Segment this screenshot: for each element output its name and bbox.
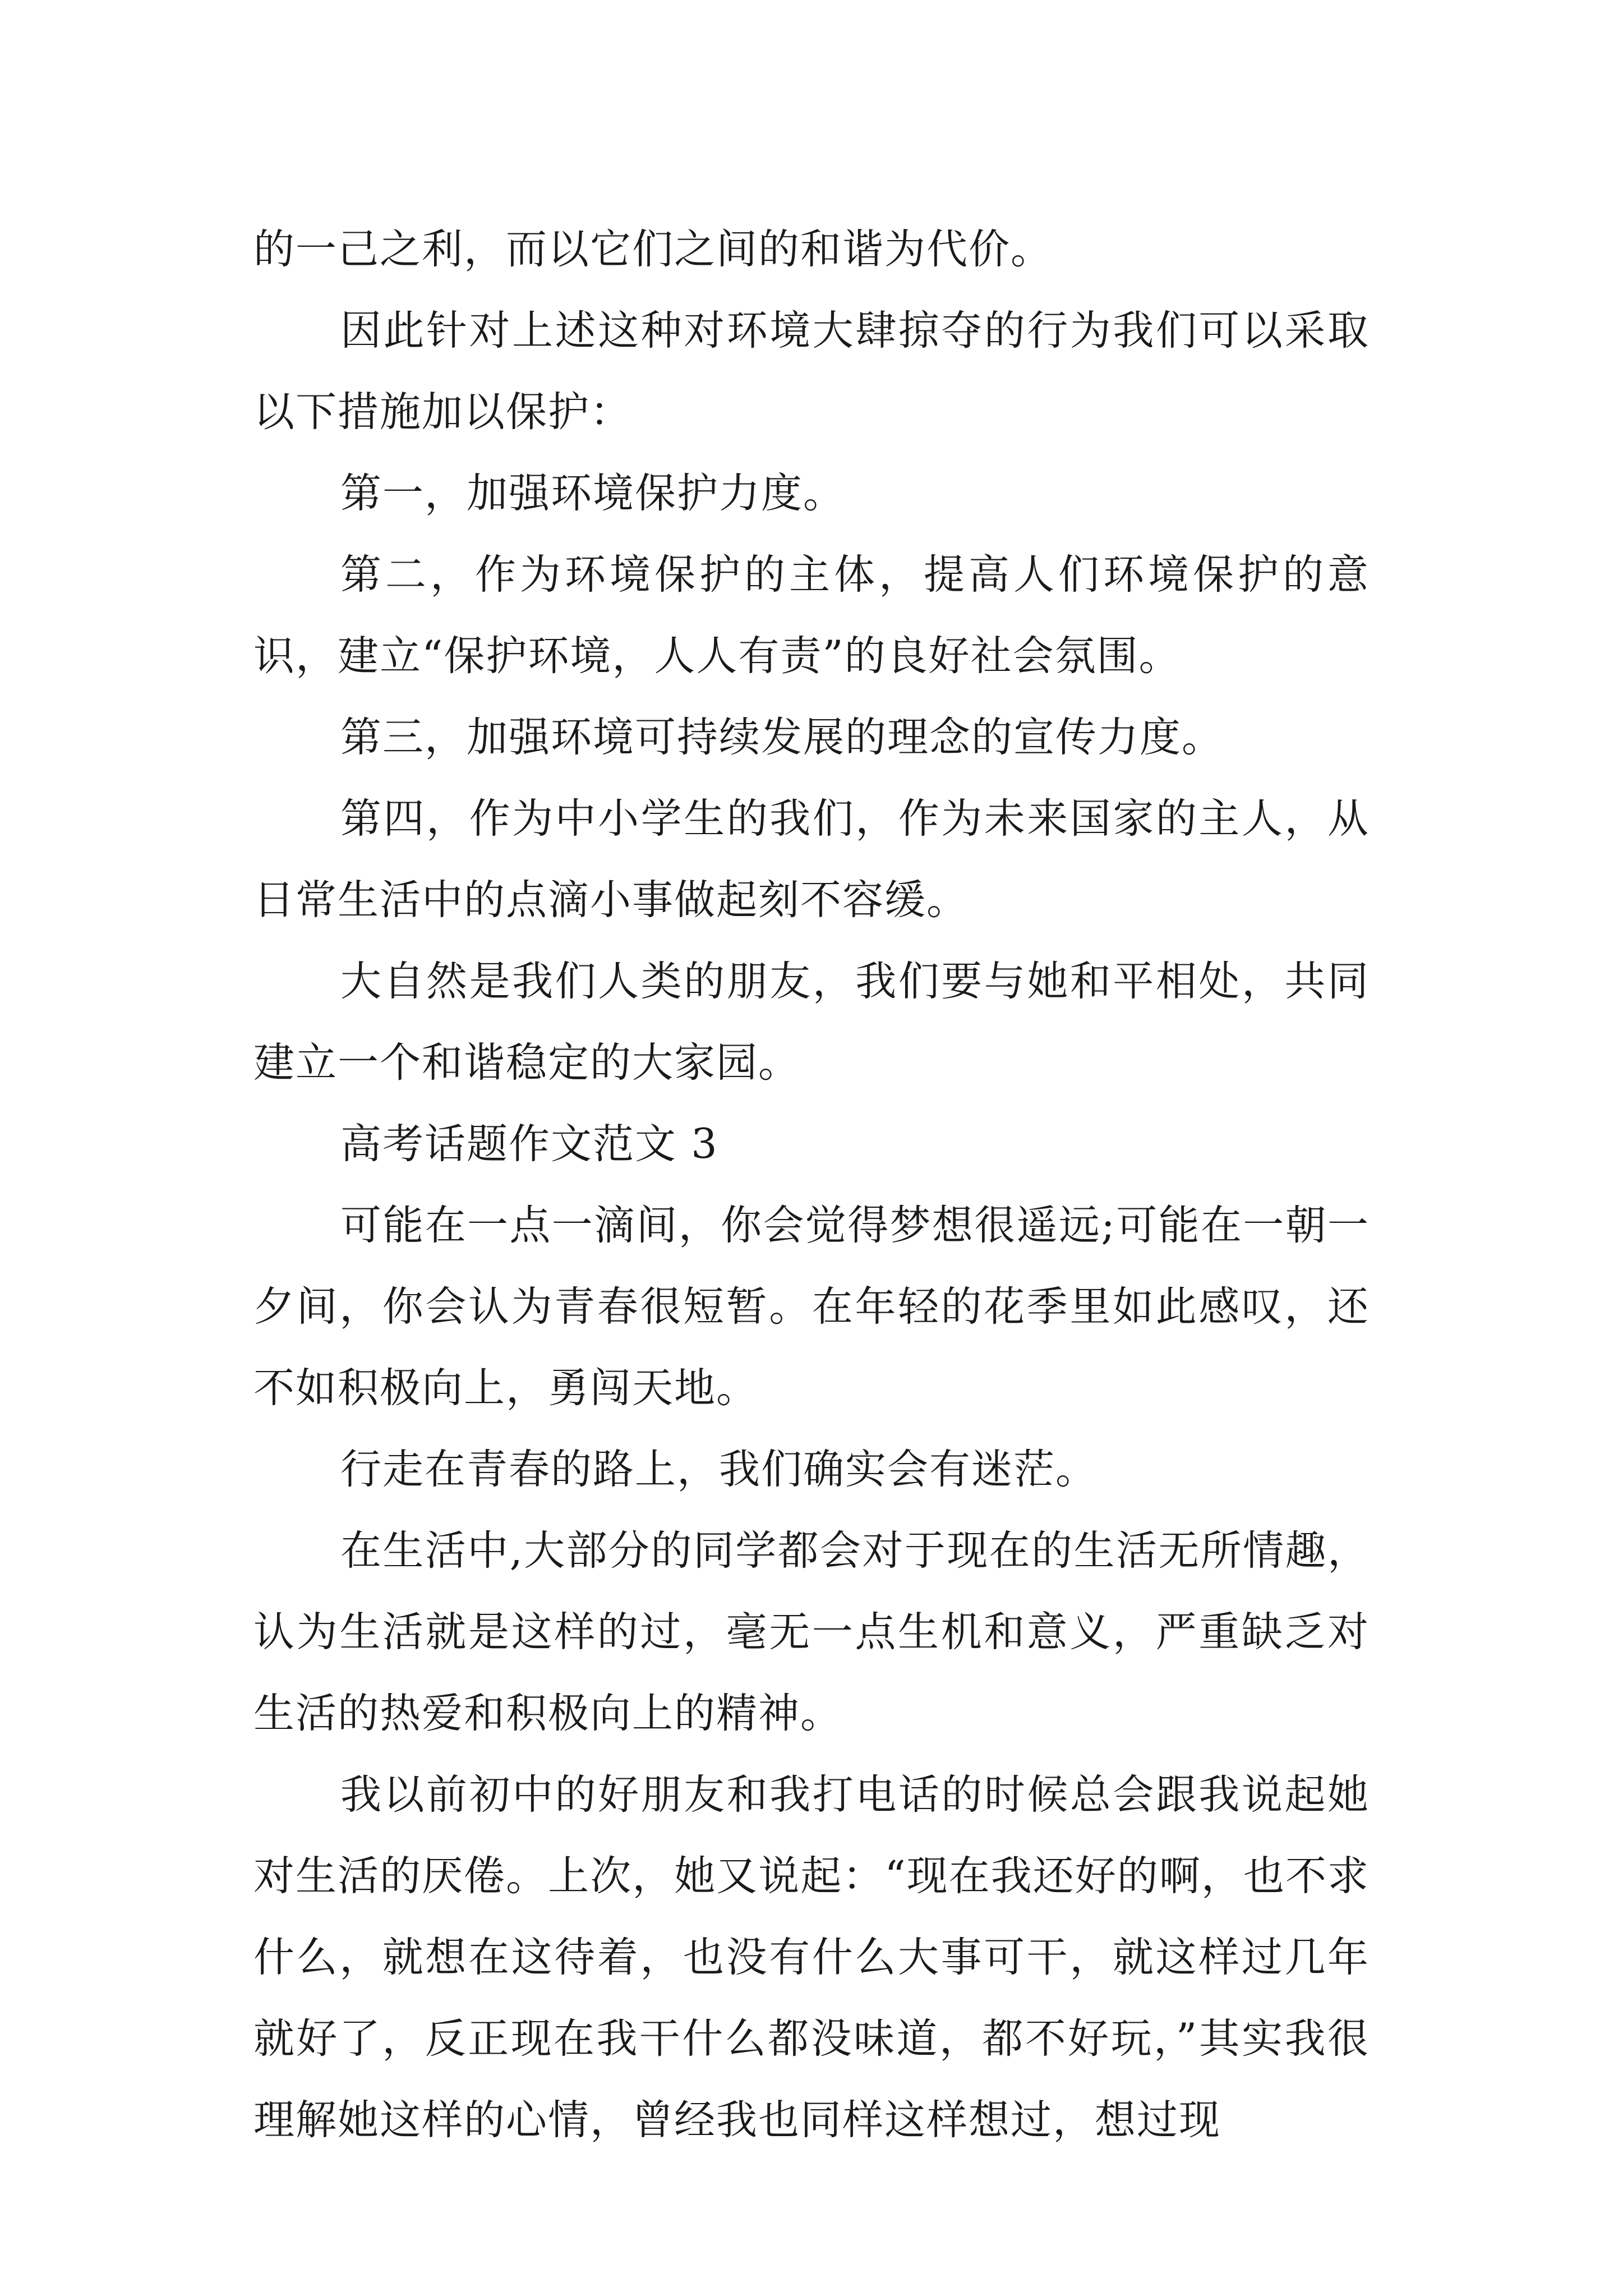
paragraph-measure-1: 第一，加强环境保护力度。 [340, 470, 845, 517]
paragraph-measure-3: 第三，加强环境可持续发展的理念的宣传力度。 [340, 714, 1224, 761]
paragraph-measure-4: 第四，作为中小学生的我们，作为未来国家的主人，从日常生活中的点滴小事做起刻不容缓。 [253, 795, 1370, 924]
section-heading: 高考话题作文范文 3 [340, 1120, 718, 1168]
paragraph-essay-3-confusion: 行走在青春的路上，我们确实会有迷茫。 [340, 1446, 1098, 1493]
paragraph-essay-3-life: 在生活中,大部分的同学都会对于现在的生活无所情趣，认为生活就是这样的过，毫无一点生机和意义，严重缺乏对生活的热爱和积极向上的精神。 [253, 1527, 1370, 1737]
paragraph-continuation: 的一己之利，而以它们之间的和谐为代价。 [253, 226, 1053, 273]
paragraph-essay-3-intro: 可能在一点一滴间，你会觉得梦想很遥远;可能在一朝一夕间，你会认为青春很短暂。在年轻的花季里如此感叹，还不如积极向上，勇闯天地。 [253, 1202, 1370, 1412]
text-column [253, 209, 1370, 2161]
paragraph-essay-3-friend: 我以前初中的好朋友和我打电话的时候总会跟我说起她对生活的厌倦。上次，她又说起：“现在我还好的啊，也不求什么，就想在这待着，也没有什么大事可干，就这样过几年就好了，反正现在我干什么都没味道，都不好玩，”其实我很理解她这样的心情，曾经我也同样这样想过，想过现 [253, 1771, 1370, 2144]
paragraph-conclusion: 大自然是我们人类的朋友，我们要与她和平相处，共同建立一个和谐稳定的大家园。 [253, 958, 1370, 1087]
paragraph-measure-2: 第二，作为环境保护的主体，提高人们环境保护的意识，建立“保护环境，人人有责”的良好社会氛围。 [253, 551, 1370, 680]
paragraph-measures-intro: 因此针对上述这种对环境大肆掠夺的行为我们可以采取以下措施加以保护： [253, 307, 1370, 436]
